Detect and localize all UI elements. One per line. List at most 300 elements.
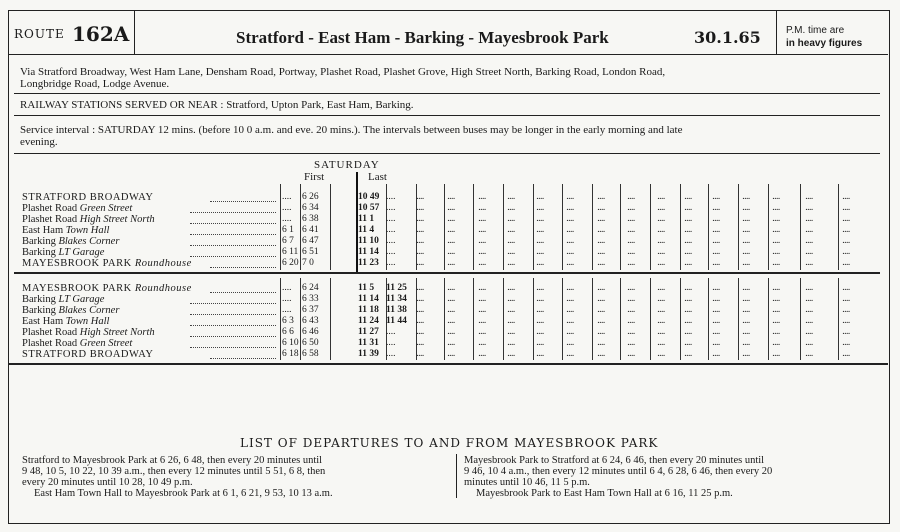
- leader-dots: [210, 201, 276, 202]
- blank-cell: ....: [507, 203, 515, 213]
- stop-name: [22, 225, 109, 236]
- blank-cell: ....: [627, 258, 635, 268]
- stop-name: [22, 338, 132, 349]
- stop-place: East Ham: [22, 316, 64, 327]
- leader-dots: [190, 325, 276, 326]
- blank-cell: ....: [478, 214, 486, 224]
- blank-cell: ....: [712, 327, 720, 337]
- blank-cell: ....: [712, 258, 720, 268]
- blank-cell: ....: [742, 225, 750, 235]
- blank-cell: ....: [478, 236, 486, 246]
- blank-cell: ....: [597, 236, 605, 246]
- blank-cell: ....: [447, 349, 455, 359]
- blank-cell: ....: [416, 338, 424, 348]
- blank-cell: ....: [507, 236, 515, 246]
- blank-cell: ....: [684, 203, 692, 213]
- timetable-date: 30.1.65: [694, 28, 761, 47]
- blank-cell: ....: [597, 294, 605, 304]
- column-rule: [738, 184, 739, 270]
- blank-cell: ....: [742, 214, 750, 224]
- blank-cell: ....: [772, 294, 780, 304]
- blank-cell: ....: [507, 294, 515, 304]
- section-rule: [8, 363, 888, 365]
- time-cell: 6 26: [302, 192, 319, 202]
- column-rule: [562, 184, 563, 270]
- blank-cell: ....: [478, 338, 486, 348]
- blank-cell: ....: [416, 236, 424, 246]
- blank-cell: ....: [566, 283, 574, 293]
- blank-cell: ....: [447, 203, 455, 213]
- rule: [14, 153, 880, 154]
- blank-cell: ....: [536, 192, 544, 202]
- blank-cell: ....: [478, 283, 486, 293]
- stop-detail: Green Street: [79, 203, 133, 214]
- time-cell: 6 11: [282, 247, 299, 257]
- leader-dots: [190, 223, 276, 224]
- blank-cell: ....: [447, 283, 455, 293]
- time-cell: 6 10: [282, 338, 299, 348]
- time-cell: 6 46: [302, 327, 319, 337]
- time-cell: 6 3: [282, 316, 294, 326]
- blank-cell: ....: [507, 338, 515, 348]
- time-cell: ....: [282, 294, 292, 304]
- last-label: Last: [368, 171, 387, 183]
- blank-cell: ....: [842, 316, 850, 326]
- blank-cell: ....: [447, 247, 455, 257]
- blank-cell: ....: [684, 225, 692, 235]
- column-rule: [444, 278, 445, 360]
- blank-cell: ....: [416, 192, 424, 202]
- blank-cell: ....: [805, 305, 813, 315]
- blank-cell: ....: [627, 305, 635, 315]
- blank-cell: ....: [684, 349, 692, 359]
- blank-cell: ....: [805, 247, 813, 257]
- blank-cell: ....: [742, 294, 750, 304]
- blank-cell: ....: [772, 327, 780, 337]
- blank-cell: ....: [597, 305, 605, 315]
- blank-cell: ....: [416, 283, 424, 293]
- blank-cell: ....: [684, 192, 692, 202]
- column-rule: [473, 184, 474, 270]
- blank-cell: ....: [597, 258, 605, 268]
- list-left-line: Stratford to Mayesbrook Park at 6 26, 6 48, then every 20 minutes until: [22, 455, 323, 466]
- column-rule: [473, 278, 474, 360]
- blank-cell: ....: [772, 316, 780, 326]
- stop-place: Plashet Road: [22, 338, 78, 349]
- time-cell: ....: [386, 247, 396, 257]
- stop-place: Plashet Road: [22, 327, 78, 338]
- blank-cell: ....: [536, 258, 544, 268]
- time-cell: 6 7: [282, 236, 294, 246]
- route-label: ROUTE: [14, 27, 65, 41]
- column-rule: [280, 278, 281, 360]
- stop-place: STRATFORD BROADWAY: [22, 349, 154, 360]
- route-number: 162A: [72, 22, 130, 46]
- blank-cell: ....: [805, 203, 813, 213]
- blank-cell: ....: [536, 236, 544, 246]
- blank-cell: ....: [742, 316, 750, 326]
- blank-cell: ....: [566, 316, 574, 326]
- time-cell: 11 25: [386, 283, 407, 293]
- column-rule: [680, 278, 681, 360]
- blank-cell: ....: [742, 327, 750, 337]
- blank-cell: ....: [657, 294, 665, 304]
- time-cell: 6 24: [302, 283, 319, 293]
- blank-cell: ....: [447, 305, 455, 315]
- blank-cell: ....: [566, 203, 574, 213]
- time-cell: ....: [282, 283, 292, 293]
- blank-cell: ....: [627, 236, 635, 246]
- blank-cell: ....: [416, 258, 424, 268]
- blank-cell: ....: [842, 283, 850, 293]
- blank-cell: ....: [805, 349, 813, 359]
- stop-place: Barking: [22, 294, 56, 305]
- blank-cell: ....: [627, 283, 635, 293]
- blank-cell: ....: [507, 283, 515, 293]
- blank-cell: ....: [712, 294, 720, 304]
- blank-cell: ....: [478, 316, 486, 326]
- blank-cell: ....: [627, 247, 635, 257]
- blank-cell: ....: [507, 258, 515, 268]
- time-cell: 11 24: [358, 316, 379, 326]
- stop-name: [22, 192, 153, 203]
- blank-cell: ....: [597, 192, 605, 202]
- column-rule: [330, 184, 331, 270]
- blank-cell: ....: [478, 225, 486, 235]
- list-divider: [456, 454, 457, 498]
- time-cell: 11 34: [386, 294, 407, 304]
- blank-cell: ....: [712, 338, 720, 348]
- blank-cell: ....: [684, 236, 692, 246]
- blank-cell: ....: [536, 294, 544, 304]
- blank-cell: ....: [507, 214, 515, 224]
- blank-cell: ....: [772, 247, 780, 257]
- blank-cell: ....: [478, 203, 486, 213]
- time-cell: 11 1: [358, 214, 375, 224]
- blank-cell: ....: [627, 316, 635, 326]
- stop-detail: Blakes Corner: [58, 236, 120, 247]
- column-rule: [800, 184, 801, 270]
- stop-place: Barking: [22, 247, 56, 258]
- column-rule: [768, 278, 769, 360]
- blank-cell: ....: [416, 247, 424, 257]
- column-rule: [330, 278, 331, 360]
- blank-cell: ....: [742, 192, 750, 202]
- time-cell: 6 47: [302, 236, 319, 246]
- time-cell: ....: [386, 214, 396, 224]
- blank-cell: ....: [447, 214, 455, 224]
- time-cell: 11 18: [358, 305, 379, 315]
- stop-place: Plashet Road: [22, 214, 78, 225]
- blank-cell: ....: [684, 316, 692, 326]
- blank-cell: ....: [597, 247, 605, 257]
- blank-cell: ....: [842, 294, 850, 304]
- blank-cell: ....: [742, 236, 750, 246]
- blank-cell: ....: [447, 338, 455, 348]
- blank-cell: ....: [536, 327, 544, 337]
- time-cell: 7 0: [302, 258, 314, 268]
- stop-name: [22, 327, 155, 338]
- blank-cell: ....: [416, 316, 424, 326]
- time-cell: 6 51: [302, 247, 319, 257]
- blank-cell: ....: [842, 225, 850, 235]
- pm-note-line: P.M. time are: [786, 25, 845, 36]
- stop-name: [22, 294, 104, 305]
- blank-cell: ....: [566, 247, 574, 257]
- blank-cell: ....: [657, 283, 665, 293]
- blank-cell: ....: [772, 338, 780, 348]
- leader-dots: [210, 358, 276, 359]
- blank-cell: ....: [416, 225, 424, 235]
- time-cell: ....: [386, 203, 396, 213]
- blank-cell: ....: [657, 327, 665, 337]
- blank-cell: ....: [684, 294, 692, 304]
- blank-cell: ....: [712, 203, 720, 213]
- stop-name: [22, 316, 109, 327]
- blank-cell: ....: [772, 225, 780, 235]
- time-cell: 6 43: [302, 316, 319, 326]
- blank-cell: ....: [842, 338, 850, 348]
- blank-cell: ....: [536, 203, 544, 213]
- time-cell: 10 57: [358, 203, 380, 213]
- blank-cell: ....: [447, 225, 455, 235]
- list-right-line: Mayesbrook Park to East Ham Town Hall at 6 16, 11 25 p.m.: [476, 488, 733, 499]
- blank-cell: ....: [536, 214, 544, 224]
- blank-cell: ....: [657, 192, 665, 202]
- blank-cell: ....: [416, 203, 424, 213]
- time-cell: ....: [386, 225, 396, 235]
- blank-cell: ....: [507, 192, 515, 202]
- stop-name: [22, 258, 192, 269]
- time-cell: ....: [386, 258, 396, 268]
- blank-cell: ....: [657, 349, 665, 359]
- stop-detail: Town Hall: [65, 316, 110, 327]
- stop-detail: LT Garage: [58, 247, 105, 258]
- blank-cell: ....: [627, 349, 635, 359]
- time-cell: 11 39: [358, 349, 379, 359]
- blank-cell: ....: [566, 294, 574, 304]
- stop-name: [22, 203, 132, 214]
- blank-cell: ....: [805, 294, 813, 304]
- column-rule: [738, 278, 739, 360]
- blank-cell: ....: [536, 305, 544, 315]
- stop-place: Plashet Road: [22, 203, 78, 214]
- blank-cell: ....: [742, 338, 750, 348]
- time-cell: 11 14: [358, 294, 379, 304]
- time-cell: ....: [386, 349, 396, 359]
- column-rule: [768, 184, 769, 270]
- column-rule: [708, 184, 709, 270]
- blank-cell: ....: [597, 203, 605, 213]
- blank-cell: ....: [597, 338, 605, 348]
- blank-cell: ....: [566, 327, 574, 337]
- blank-cell: ....: [478, 294, 486, 304]
- blank-cell: ....: [507, 349, 515, 359]
- blank-cell: ....: [627, 327, 635, 337]
- stop-detail: Green Street: [79, 338, 133, 349]
- blank-cell: ....: [742, 258, 750, 268]
- blank-cell: ....: [597, 327, 605, 337]
- blank-cell: ....: [684, 338, 692, 348]
- stop-name: [22, 214, 155, 225]
- blank-cell: ....: [536, 338, 544, 348]
- service-interval: Service interval : SATURDAY 12 mins. (before 10 0 a.m. and eve. 20 mins.). The intervals between buses may be longer in the early morning and late: [20, 124, 683, 136]
- blank-cell: ....: [712, 236, 720, 246]
- blank-cell: ....: [742, 305, 750, 315]
- blank-cell: ....: [742, 283, 750, 293]
- day-label: SATURDAY: [314, 159, 380, 171]
- stop-name: [22, 247, 104, 258]
- time-cell: 11 4: [358, 225, 375, 235]
- stop-place: Barking: [22, 305, 56, 316]
- time-cell: 6 38: [302, 214, 319, 224]
- railway-stations: RAILWAY STATIONS SERVED OR NEAR : Stratford, Upton Park, East Ham, Barking.: [20, 99, 414, 111]
- blank-cell: ....: [536, 316, 544, 326]
- stop-name: [22, 305, 119, 316]
- rule: [14, 93, 880, 94]
- via-line: Via Stratford Broadway, West Ham Lane, Densham Road, Portway, Plashet Road, Plashet Grove, High Street North, Barking Road, London Road,: [20, 66, 666, 78]
- list-right-line: 9 46, 10 4 a.m., then every 12 minutes until 6 4, 6 28, 6 46, then every 20: [464, 466, 773, 477]
- time-cell: 6 34: [302, 203, 319, 213]
- blank-cell: ....: [478, 305, 486, 315]
- blank-cell: ....: [627, 203, 635, 213]
- blank-cell: ....: [507, 327, 515, 337]
- blank-cell: ....: [416, 305, 424, 315]
- blank-cell: ....: [742, 203, 750, 213]
- time-cell: 6 1: [282, 225, 294, 235]
- first-label: First: [304, 171, 325, 183]
- blank-cell: ....: [447, 236, 455, 246]
- blank-cell: ....: [842, 327, 850, 337]
- time-cell: 6 41: [302, 225, 319, 235]
- time-cell: 11 5: [358, 283, 375, 293]
- leader-dots: [190, 336, 276, 337]
- stop-detail: Roundhouse: [134, 283, 192, 294]
- column-rule: [503, 278, 504, 360]
- blank-cell: ....: [507, 316, 515, 326]
- blank-cell: ....: [536, 225, 544, 235]
- time-cell: 6 33: [302, 294, 319, 304]
- list-left-line: 9 48, 10 5, 10 22, 10 39 a.m., then every 12 minutes until 5 51, 6 8, then: [22, 466, 326, 477]
- time-cell: 11 38: [386, 305, 407, 315]
- blank-cell: ....: [712, 316, 720, 326]
- time-cell: ....: [386, 338, 396, 348]
- column-rule: [444, 184, 445, 270]
- time-cell: 11 23: [358, 258, 379, 268]
- direction-rule: [14, 272, 880, 274]
- blank-cell: ....: [657, 247, 665, 257]
- blank-cell: ....: [712, 214, 720, 224]
- time-cell: 6 58: [302, 349, 319, 359]
- time-cell: 10 49: [358, 192, 380, 202]
- blank-cell: ....: [684, 327, 692, 337]
- leader-dots: [190, 256, 276, 257]
- leader-dots: [190, 303, 276, 304]
- blank-cell: ....: [597, 316, 605, 326]
- blank-cell: ....: [597, 214, 605, 224]
- blank-cell: ....: [566, 349, 574, 359]
- blank-cell: ....: [566, 258, 574, 268]
- blank-cell: ....: [597, 225, 605, 235]
- blank-cell: ....: [712, 349, 720, 359]
- header-divider: [134, 10, 135, 54]
- blank-cell: ....: [805, 225, 813, 235]
- blank-cell: ....: [657, 258, 665, 268]
- blank-cell: ....: [507, 225, 515, 235]
- blank-cell: ....: [536, 283, 544, 293]
- blank-cell: ....: [712, 283, 720, 293]
- blank-cell: ....: [712, 225, 720, 235]
- blank-cell: ....: [712, 305, 720, 315]
- blank-cell: ....: [772, 305, 780, 315]
- time-cell: ....: [386, 236, 396, 246]
- header-divider: [776, 10, 777, 54]
- time-cell: ....: [282, 214, 292, 224]
- blank-cell: ....: [597, 283, 605, 293]
- blank-cell: ....: [416, 294, 424, 304]
- blank-cell: ....: [772, 192, 780, 202]
- blank-cell: ....: [416, 349, 424, 359]
- blank-cell: ....: [627, 192, 635, 202]
- stop-place: MAYESBROOK PARK: [22, 258, 132, 269]
- stop-name: [22, 283, 192, 294]
- blank-cell: ....: [447, 258, 455, 268]
- blank-cell: ....: [657, 338, 665, 348]
- leader-dots: [190, 347, 276, 348]
- list-left-line: East Ham Town Hall to Mayesbrook Park at 6 1, 6 21, 9 53, 10 13 a.m.: [34, 488, 333, 499]
- blank-cell: ....: [842, 258, 850, 268]
- blank-cell: ....: [536, 247, 544, 257]
- blank-cell: ....: [507, 247, 515, 257]
- column-rule: [592, 184, 593, 270]
- blank-cell: ....: [566, 338, 574, 348]
- time-cell: 6 50: [302, 338, 319, 348]
- stop-place: Barking: [22, 236, 56, 247]
- blank-cell: ....: [772, 214, 780, 224]
- stop-place: MAYESBROOK PARK: [22, 283, 132, 294]
- column-rule: [650, 278, 651, 360]
- blank-cell: ....: [712, 192, 720, 202]
- time-cell: 6 20: [282, 258, 299, 268]
- time-cell: 11 27: [358, 327, 379, 337]
- blank-cell: ....: [805, 283, 813, 293]
- blank-cell: ....: [447, 327, 455, 337]
- time-cell: 11 10: [358, 236, 379, 246]
- blank-cell: ....: [805, 192, 813, 202]
- stop-detail: High Street North: [79, 214, 155, 225]
- blank-cell: ....: [657, 214, 665, 224]
- leader-dots: [190, 212, 276, 213]
- column-rule: [838, 184, 839, 270]
- column-rule: [680, 184, 681, 270]
- blank-cell: ....: [566, 214, 574, 224]
- column-rule: [592, 278, 593, 360]
- blank-cell: ....: [805, 327, 813, 337]
- time-cell: ....: [386, 327, 396, 337]
- column-rule: [280, 184, 281, 270]
- stop-detail: Roundhouse: [134, 258, 192, 269]
- blank-cell: ....: [657, 316, 665, 326]
- column-rule: [562, 278, 563, 360]
- time-cell: 6 18: [282, 349, 299, 359]
- time-cell: 6 37: [302, 305, 319, 315]
- column-rule: [533, 278, 534, 360]
- time-cell: ....: [282, 192, 292, 202]
- leader-dots: [210, 267, 276, 268]
- blank-cell: ....: [842, 305, 850, 315]
- blank-cell: ....: [684, 258, 692, 268]
- column-rule: [300, 184, 301, 270]
